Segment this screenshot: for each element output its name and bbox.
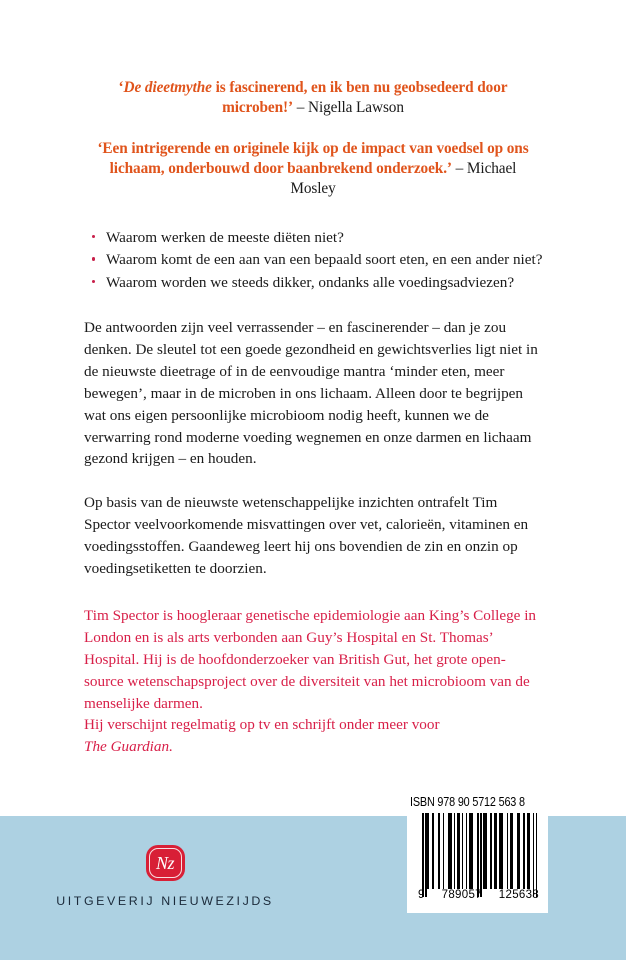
- quote-1-text: is fascinerend, en ik ben nu geobsedeerd door microben!’: [211, 79, 508, 117]
- publisher-block: [0, 845, 330, 908]
- author-bio: [82, 605, 544, 758]
- question-bullet-list: [82, 227, 544, 294]
- barcode-digit-group: 125638: [498, 889, 539, 901]
- quote-2-attribution: – Michael Mosley: [290, 160, 517, 198]
- body-paragraph-1: De antwoorden zijn veel verrassender – en fascinerender – dan je zou denken. De sleutel tot een goede gezondheid en gewichtsverlies ligt niet in de nieuwste dieetrage of in de eenvoudige mantra ‘minder eten, meer bewegen’, maar in de microben in ons lichaam. Alleen door te begrijpen wat ons eigen persoonlijke microbioom nodig heeft, kunnen we de verwarring rond moderne voeding wegnemen en onze darmen en lichaam gezond krijgen – en houden.: [84, 319, 538, 468]
- quote-1-book-title: De dieetmythe: [123, 79, 212, 96]
- author-bio-tv-line: Hij verschijnt regelmatig op tv en schrijft onder meer voor: [84, 716, 440, 734]
- publisher-logo-monogram: Nz: [155, 852, 174, 873]
- endorsement-quotes: [82, 0, 544, 200]
- author-bio-text: Tim Spector is hoogleraar genetische epidemiologie aan King’s College in London en is als arts verbonden aan Guy’s Hospital en St. Thomas’ Hospital. Hij is de hoofdonderzoeker van British Gut, het grote open-source wetenschapsproject over de diversiteit van het microbioom van de menselijke darmen.: [84, 607, 537, 712]
- quote-1-open: ‘: [118, 79, 124, 96]
- publisher-name: UITGEVERIJ NIEUWEZIJDS: [56, 894, 274, 908]
- endorsement-quote-1: [82, 78, 544, 119]
- list-item: Waarom worden we steeds dikker, ondanks alle voedingsadviezen?: [90, 272, 544, 294]
- barcode-bars-icon: [422, 813, 535, 889]
- barcode-digit-group: 9: [418, 889, 425, 901]
- quote-1-attribution: – Nigella Lawson: [293, 99, 404, 117]
- list-item: Waarom komt de een aan van een bepaald soort eten, en een ander niet?: [90, 249, 544, 271]
- author-bio-publication: The Guardian.: [84, 738, 173, 756]
- publisher-logo-icon: [146, 845, 185, 881]
- endorsement-quote-2: [82, 139, 544, 200]
- list-item: Waarom werken de meeste diëten niet?: [90, 227, 544, 249]
- barcode-digits: [418, 889, 539, 901]
- isbn-label: ISBN 978 90 5712 563 8: [410, 795, 525, 809]
- quote-2-text: ‘Een intrigerende en originele kijk op de impact van voedsel op ons lichaam, onderbouwd door baanbrekend onderzoek.’: [97, 139, 529, 178]
- barcode-digit-group: 789057: [441, 889, 482, 901]
- barcode-block: [407, 793, 548, 913]
- body-paragraph-2: Op basis van de nieuwste wetenschappelijke inzichten ontrafelt Tim Spector veelvoorkomende misvattingen over vet, calorieën, vitaminen en voedingsstoffen. Gaandeweg leert hij ons bovendien de zin en onzin op voedingsetiketten te doorzien.: [84, 494, 529, 577]
- cover-content: [82, 0, 544, 758]
